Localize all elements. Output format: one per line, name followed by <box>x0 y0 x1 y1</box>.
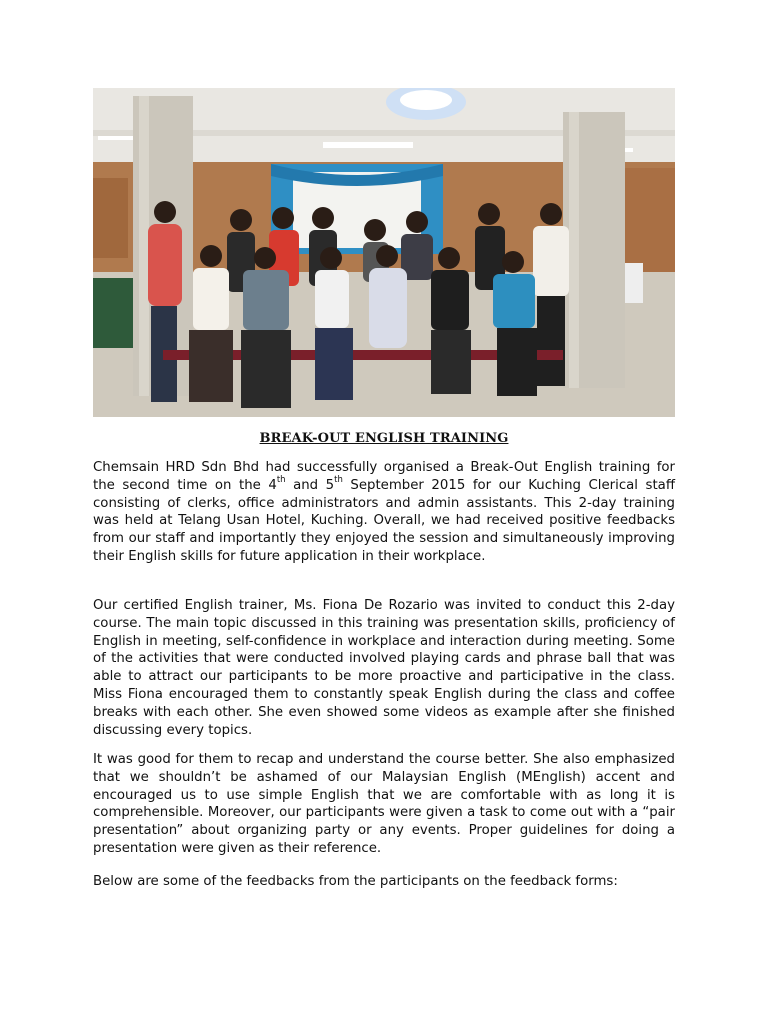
group-photo <box>93 88 675 417</box>
paragraph-1-part-a: Chemsain HRD Sdn Bhd had successfully organised a Break-Out English training for the second time on the 4 <box>93 460 675 493</box>
paragraph-2: Our certified English trainer, Ms. Fiona De Rozario was invited to conduct this 2-day course. The main topic discussed in this training was presentation skills, proficiency of English in meeting, self-confidence in workplace and interaction during meeting. Some of the activities that were conducted involved playing cards and phrase ball that was able to attract our participants to be more proactive and participative in the class. Miss Fiona encouraged them to constantly speak English during the class and coffee breaks with each other. She even showed some videos as example after she finished discussing every topics. <box>93 598 675 738</box>
paragraph-1-part-b: and 5 <box>285 477 335 493</box>
document-title: BREAK-OUT ENGLISH TRAINING <box>259 431 509 446</box>
group-photo-icon <box>93 88 675 417</box>
superscript-th-1: th <box>276 475 286 486</box>
superscript-th-2: th <box>334 475 343 486</box>
paragraph-1 <box>93 459 675 566</box>
paragraph-4: Below are some of the feedbacks from the participants on the feedback forms: <box>93 874 618 889</box>
paragraph-1-part-c: September 2015 for our Kuching Clerical staff consisting of clerks, office administrators and admin assistants. This 2-day training was held at Telang Usan Hotel, Kuching. Overall, we had received positive feedbacks from our staff and importantly they enjoyed the session and simultaneously improving their English skills for future application in their workplace. <box>93 477 675 564</box>
paragraph-3: It was good for them to recap and understand the course better. She also emphasized that we shouldn’t be ashamed of our Malaysian English (MEnglish) accent and encouraged us to use simple English that we are comfortable with as long it is comprehensible. Moreover, our participants were given a task to come out with a “pair presentation” about organizing party or any events. Proper guidelines for doing a presentation were given as their reference. <box>93 752 675 856</box>
